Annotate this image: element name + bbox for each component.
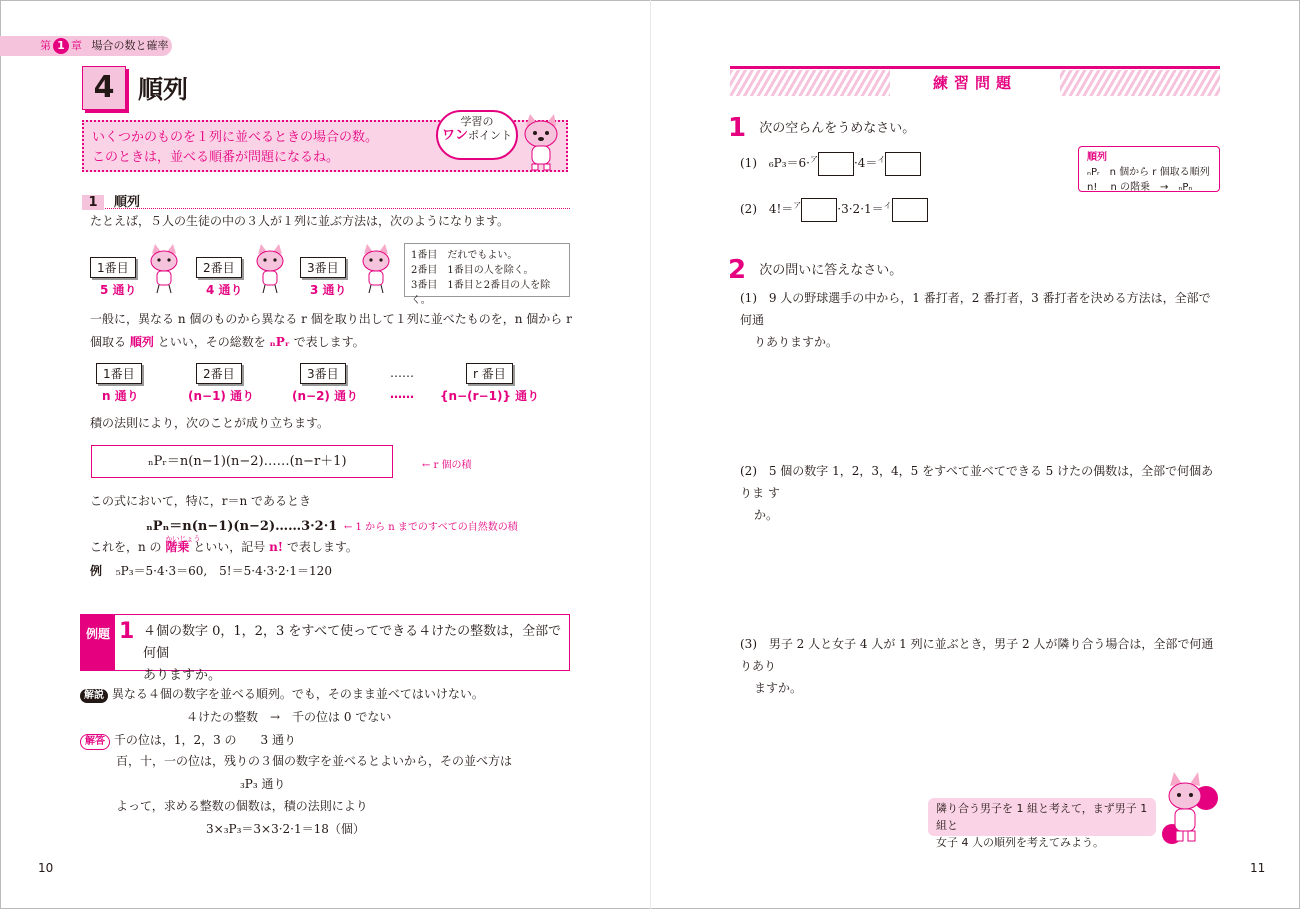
hint-box <box>1078 146 1220 192</box>
question-1-number: 1 <box>728 113 747 143</box>
subsection-number: 1 <box>82 195 104 210</box>
question-2-part-1 <box>740 287 1220 353</box>
page-divider <box>650 0 651 909</box>
p5-post: といい，記号 <box>193 540 266 554</box>
factorial-formula: ₙPₙ＝n(n−1)(n−2)……3·2·1 <box>146 519 338 534</box>
p2b-end: で表します。 <box>293 335 365 349</box>
intro-line-2: このときは，並べる順番が問題になるね。 <box>92 150 340 165</box>
answer-blank-a1[interactable] <box>818 152 854 176</box>
practice-top-line <box>730 66 1220 69</box>
general-ways-r: {n−(r−1)} 通り <box>440 389 540 403</box>
question-2-number: 2 <box>728 255 747 285</box>
question-1-text: 次の空らんをうめなさい。 <box>759 121 916 136</box>
hint-line-2: n! n の階乗 → ₙPₙ <box>1087 182 1193 193</box>
q1b-pre: 4!＝ <box>768 202 794 216</box>
example-line-1: ４個の数字 0，1，2，3 をすべて使ってできる４けたの整数は，全部で何個 <box>143 624 562 661</box>
badge-line-1: 学習の <box>460 115 494 128</box>
example-line <box>90 562 332 580</box>
question-1-part-2 <box>740 197 928 222</box>
q1b-mark-1: ア <box>793 201 802 210</box>
answer-tag: 解答 <box>80 734 110 750</box>
intro-line-1: いくつかのものを１列に並べるときの場合の数。 <box>92 130 379 145</box>
explanation-line-2: ４けたの整数 → 千の位は 0 でない <box>186 710 392 724</box>
general-label-2: 2番目 <box>196 363 242 384</box>
chapter-suffix: 章 <box>71 39 82 52</box>
answer <box>80 731 296 750</box>
q2-3-line-2: ますか。 <box>754 681 803 695</box>
chapter-title: 場合の数と確率 <box>91 39 169 52</box>
dog-figure-icon <box>358 244 394 294</box>
permutation-formula: ₙPᵣ＝n(n−1)(n−2)……(n−r＋1) <box>91 445 393 478</box>
answer-line-1: 千の位は，1，2，3 の 3 通り <box>113 733 296 747</box>
q2-3-label: (3) <box>740 637 757 651</box>
question-2-part-3 <box>740 633 1220 699</box>
q2-3-line-1: 男子 2 人と女子 4 人が 1 列に並ぶとき，男子 2 人が隣り合う場合は，全部で何通りあり <box>740 637 1214 673</box>
order-label-2: 2番目 <box>196 257 242 278</box>
chapter-prefix: 第 <box>40 39 51 52</box>
q1a-label: (1) <box>740 156 757 170</box>
cheering-dog-mascot-icon <box>1158 768 1220 854</box>
order-ways-1: 5 通り <box>100 283 137 297</box>
one-point-badge <box>436 110 518 160</box>
question-1-part-1 <box>740 151 921 176</box>
general-label-r: r 番目 <box>466 363 513 384</box>
symbol-npr: ₙPᵣ <box>269 335 290 349</box>
explanation <box>80 685 484 703</box>
symbol-n-factorial: n! <box>269 540 284 554</box>
paragraph-2b <box>90 333 365 351</box>
subsection-heading <box>82 191 570 209</box>
paragraph-2a: 一般に，異なる n 個のものから異なる r 個を取り出して１列に並べたものを，n 個から r <box>90 312 572 326</box>
example-text: ₅P₃＝5·4·3＝60, 5!＝5·4·3·2·1＝120 <box>115 564 332 578</box>
general-label-1: 1番目 <box>96 363 142 384</box>
example-number: 1 <box>119 619 135 644</box>
q1b-label: (2) <box>740 202 757 216</box>
q2-2-label: (2) <box>740 464 757 478</box>
term-permutation: 順列 <box>129 335 154 349</box>
q1b-mark-2: イ <box>883 201 892 210</box>
paragraph-1: たとえば，５人の生徒の中の３人が１列に並ぶ方法は，次のようになります。 <box>90 214 510 228</box>
factorial-term: 階乗 <box>165 540 190 554</box>
general-label-3: 3番目 <box>300 363 346 384</box>
note-line-2: 2番目 1番目の人を除く。 <box>411 265 534 276</box>
q2-1-line-2: りありますか。 <box>754 335 839 349</box>
section-title: 順列 <box>138 75 189 104</box>
example-problem-box <box>80 614 570 683</box>
order-ways-3: 3 通り <box>310 283 347 297</box>
example-line-2: ありますか。 <box>143 668 222 683</box>
question-2-part-2 <box>740 460 1220 526</box>
general-label-ellipsis: …… <box>390 366 414 380</box>
chapter-tab <box>0 36 172 56</box>
q2-2-line-1: 5 個の数字 1，2，3，4，5 をすべて並べてできる 5 けたの偶数は，全部で何個ありま す <box>740 464 1214 500</box>
formula-note: ← r 個の積 <box>422 460 472 471</box>
example-text-body <box>143 621 563 687</box>
order-label-1: 1番目 <box>90 257 136 278</box>
note-line-1: 1番目 だれでもよい。 <box>411 250 518 261</box>
paragraph-4: この式において，特に，r＝n であるとき <box>90 494 312 508</box>
page-number-right: 11 <box>1250 861 1266 875</box>
order-label-3: 3番目 <box>300 257 346 278</box>
tip-line-1: 隣り合う男子を 1 組と考えて，まず男子 1 組と <box>936 802 1148 832</box>
q2-2-line-2: か。 <box>754 508 779 522</box>
answer-blank-a2[interactable] <box>885 152 921 176</box>
badge-line-3: ポイント <box>468 129 512 142</box>
general-ways-3: (n−2) 通り <box>292 389 359 403</box>
example-label: 例題 <box>81 615 115 670</box>
q2-1-line-1: 9 人の野球選手の中から，1 番打者，2 番打者，3 番打者を決める方法は，全部で何通 <box>740 291 1211 327</box>
order-note-box <box>404 243 570 306</box>
question-2-text: 次の問いに答えなさい。 <box>759 263 903 278</box>
q1a-pre: ₆P₃＝6· <box>768 156 810 170</box>
general-ways-1: n 通り <box>102 389 139 403</box>
dog-figure-icon <box>146 244 182 294</box>
explanation-tag: 解説 <box>80 689 108 703</box>
subsection-title: 順列 <box>114 195 141 210</box>
tip-line-2: 女子 4 人の順列を考えてみよう。 <box>936 836 1104 849</box>
q1b-mid: ·3·2·1＝ <box>837 202 884 216</box>
question-2 <box>728 255 902 285</box>
chapter-number: 1 <box>53 38 69 54</box>
paragraph-3: 積の法則により，次のことが成り立ちます。 <box>90 416 330 430</box>
practice-title: 練習問題 <box>890 70 1060 96</box>
answer-blank-b2[interactable] <box>892 198 928 222</box>
q1a-mark-1: ア <box>809 155 818 164</box>
page-number-left: 10 <box>38 861 54 875</box>
example-mark: 例 <box>90 564 103 578</box>
question-1 <box>728 113 915 143</box>
general-ways-2: (n−1) 通り <box>188 389 255 403</box>
badge-line-2: ワン <box>441 128 468 143</box>
answer-line-3: ₃P₃ 通り <box>240 777 286 791</box>
p5-pre: これを，n の <box>90 540 162 554</box>
p5-end: で表します。 <box>286 540 358 554</box>
tip-bubble <box>928 798 1156 849</box>
answer-blank-b1[interactable] <box>801 198 837 222</box>
dog-mascot-icon <box>518 112 564 172</box>
answer-line-2: 百，十，一の位は，残りの３個の数字を並べるとよいから，その並べ方は <box>116 754 513 768</box>
explanation-line-1: 異なる４個の数字を並べる順列。でも，そのまま並べてはいけない。 <box>111 687 484 701</box>
p2b-pre: 個取る <box>90 335 127 349</box>
order-ways-2: 4 通り <box>206 283 243 297</box>
term-factorial <box>165 535 201 556</box>
p2b-post: といい，その総数を <box>157 335 266 349</box>
q2-1-label: (1) <box>740 291 757 305</box>
paragraph-5 <box>90 535 358 556</box>
factorial-ruby: かいじょう <box>165 535 201 543</box>
practice-header <box>730 66 1220 98</box>
note-line-3: 3番目 1番目と2番目の人を除く。 <box>411 280 551 306</box>
answer-line-4: よって，求める整数の個数は，積の法則により <box>116 799 368 813</box>
answer-line-5: 3×₃P₃＝3×3·2·1＝18（個） <box>206 822 365 836</box>
hint-line-1: ₙPᵣ n 個から r 個取る順列 <box>1087 167 1210 178</box>
factorial-formula-note: ← 1 から n までのすべての自然数の積 <box>344 522 518 533</box>
dog-figure-icon <box>252 244 288 294</box>
general-ways-ellipsis: …… <box>390 387 414 401</box>
section-number: 4 <box>82 66 126 110</box>
q1a-mid: ·4＝ <box>853 156 878 170</box>
hint-title: 順列 <box>1087 152 1107 163</box>
q1a-mark-2: イ <box>877 155 886 164</box>
